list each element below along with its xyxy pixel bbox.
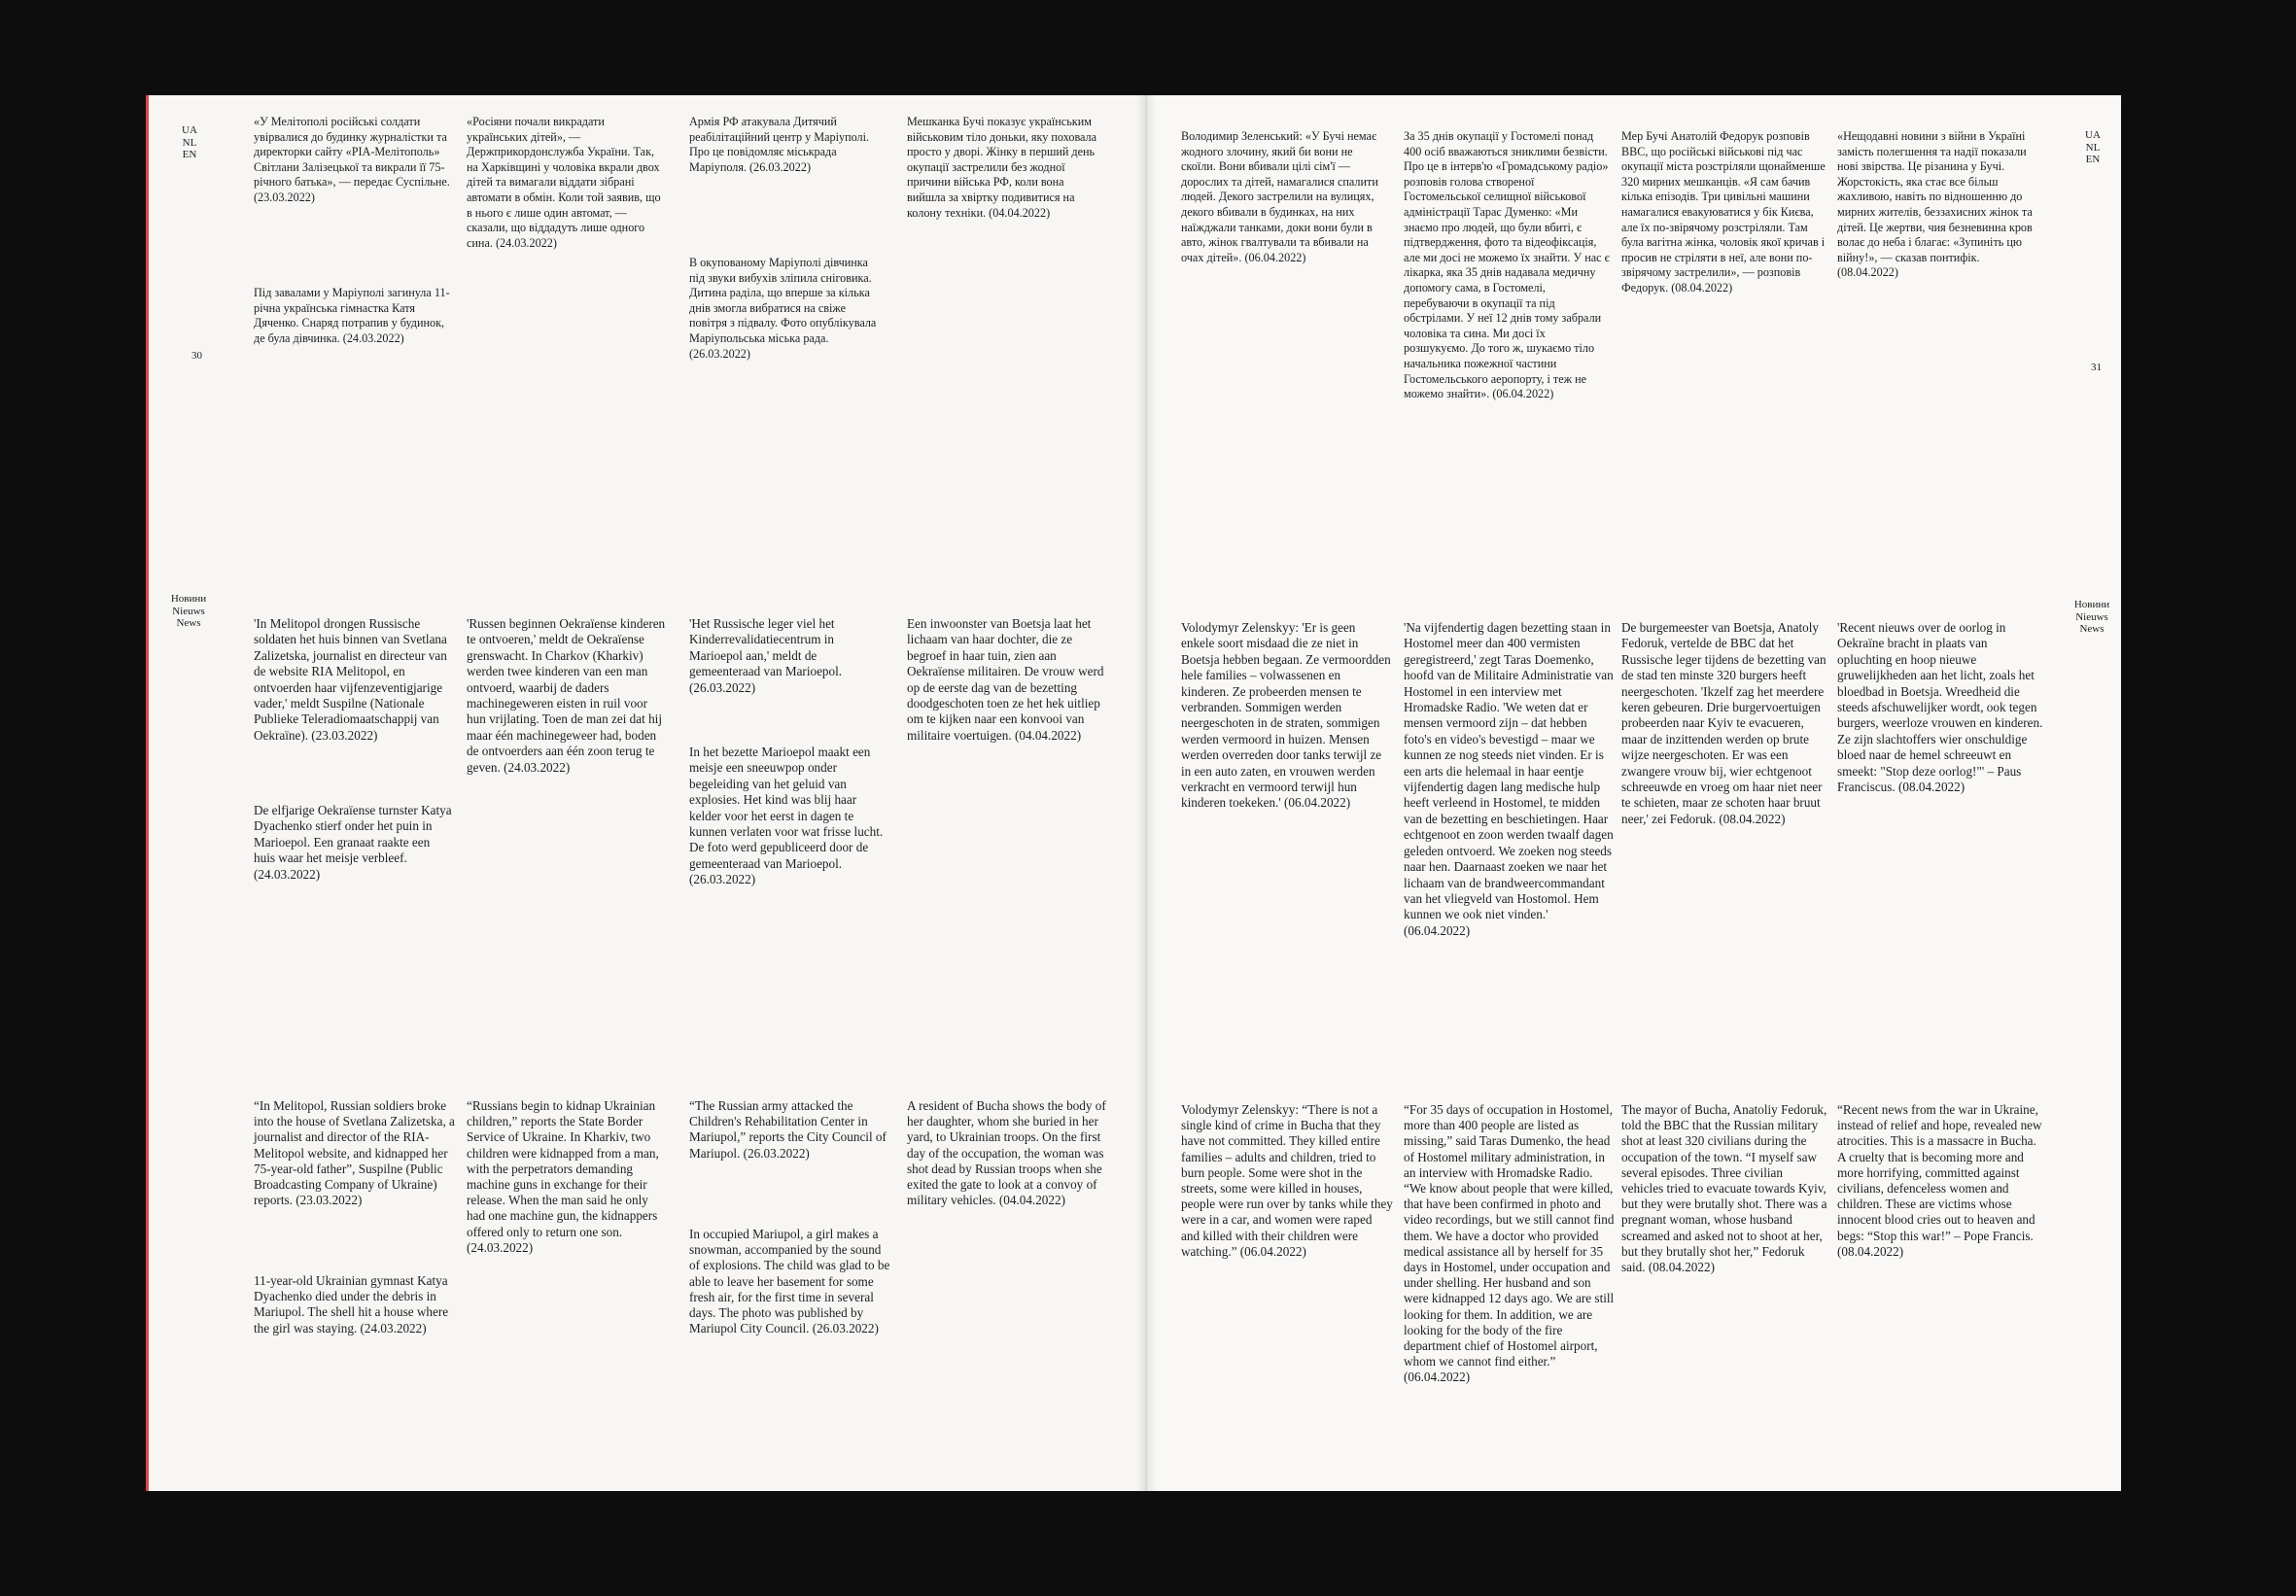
news-item-nl: Volodymyr Zelenskyy: 'Er is geen enkele soort misdaad die ze niet in Boetsja hebben begaan. Ze vermoordden hele families – volwassenen en kinderen. Ze probeerden mensen te verbranden. Sommigen werden neergeschoten in de straten, sommigen werden vermoord in huizen. Mensen werden overreden door tanks terwijl ze in een auto zaten, en vrouwen werden verkracht en vermoord terwijl hun kinderen toekeken.' (06.04.2022)	[1181, 620, 1391, 811]
news-item-ua: Мер Бучі Анатолій Федорук розповів BBC, що російські військові під час окупації міста розстріляли щонайменше 320 мирних мешканців. «Я сам бачив кілька епізодів. Три цивільні машини намагалися евакуюватися у бік Києва, але їх по-звірячому розстріляли. Там була вагітна жінка, чоловік якої кричав і просив не стріляти в неї, але вони по-звірячому застрелили», — розповів Федорук. (08.04.2022)	[1621, 129, 1826, 295]
news-item-nl: 'In Melitopol drongen Russische soldaten het huis binnen van Svetlana Zalizetska, journalist en directeur van de website RIA Melitopol, en ontvoerden haar vijfenzeventigjarige vader,' meldt Suspilne (Nationale Publieke Teleradiomaatschappij van Oekraïne). (23.03.2022)	[254, 616, 447, 743]
lang-tab-en: EN	[2085, 154, 2101, 165]
news-item-ua: Мешканка Бучі показує українським військовим тіло доньки, яку поховала просто у дворі. Жінку в перший день окупації застрелили без жодної причини війська РФ, коли вона вийшла за хвіртку подивитися на колону техніки. (04.04.2022)	[907, 115, 1097, 220]
news-item-nl: Een inwoonster van Boetsja laat het lichaam van haar dochter, die ze begroef in haar tuin, zien aan Oekraïense militairen. De vrouw werd op de eerste dag van de bezetting doodgeschoten toen ze het hek uitliep om te kijken naar een konvooi van militaire voertuigen. (04.04.2022)	[907, 616, 1104, 743]
page-number: 30	[191, 350, 202, 362]
spine-gutter	[1135, 95, 1157, 1491]
lang-tab-ua: UA	[182, 124, 197, 136]
news-item-ua: «Росіяни почали викрадати українських дітей», — Держприкордонслужба України. Так, на Харківщині у чоловіка вкрали двох дітей та вимагали віддати зібрані автомати в обмін. Коли той заявив, що в нього є лише один автомат, — сказали, що віддадуть лише одного сина. (24.03.2022)	[467, 115, 661, 250]
news-item-en: “In Melitopol, Russian soldiers broke into the house of Svetlana Zalizetska, a journalist and director of the RIA-Melitopol website, and kidnapped her 75-year-old father”, Suspilne (Public Broadcasting Company of Ukraine) reports. (23.03.2022)	[254, 1098, 455, 1208]
lang-tab-nl: NL	[2085, 141, 2101, 154]
news-item-ua: Володимир Зеленський: «У Бучі немає жодного злочину, який би вони не скоїли. Вони вбивали цілі сім'ї — дорослих та дітей, намагалися спалити людей. Декого застрелили на вулицях, декого вбивали в будинках, на них наїжджали танками, доки вони були в авто, жінок гвалтували та вбивали на очах дітей». (06.04.2022)	[1181, 129, 1378, 264]
news-item-en: “For 35 days of occupation in Hostomel, more than 400 people are listed as missing,” said Taras Dumenko, the head of Hostomel military administration, in an interview with Hromadske Radio. “We know about people that were killed, that have been confirmed in photo and video recordings, but we still cannot find them. We have a doctor who provided medical assistance all by herself for 35 days in Hostomel, under occupation and under shelling. Her husband and son were kidnapped 12 days ago. We are still looking for them. In addition, we are looking for the body of the fire department chief of Hostomel airport, whom we cannot find either.” (06.04.2022)	[1404, 1102, 1615, 1385]
right-page	[1146, 95, 2121, 1491]
section-tab-nl: Nieuws	[172, 605, 205, 617]
section-tab-nl: Nieuws	[2075, 610, 2108, 623]
news-item-nl: 'Het Russische leger viel het Kinderrevalidatiecentrum in Marioepol aan,' meldt de gemeenteraad van Marioepol. (26.03.2022)	[689, 616, 843, 695]
language-tabs	[178, 124, 201, 161]
lang-tab-nl: NL	[182, 136, 197, 149]
section-tabs	[2070, 599, 2114, 636]
news-item-ua: «У Мелітополі російські солдати увірвалися до будинку журналістки та директорки сайту «РІА-Мелітополь» Світлани Залізецької та викрали її 75-річного батька», — передає Суспільне. (23.03.2022)	[254, 115, 450, 204]
news-item-ua: Армія РФ атакувала Дитячий реабілітаційний центр у Маріуполі. Про це повідомляє міськрада Маріуполя. (26.03.2022)	[689, 115, 870, 174]
news-item-en: Volodymyr Zelenskyy: “There is not a single kind of crime in Bucha that they have not committed. They killed entire families – adults and children, tried to burn people. Some were shot in the streets, some were killed in houses, people were run over by tanks while they were in a car, and women were raped and killed with their children were watching.” (06.04.2022)	[1181, 1102, 1393, 1259]
section-tab-ua: Новини	[170, 593, 207, 605]
news-item-en: 11-year-old Ukrainian gymnast Katya Dyachenko died under the debris in Mariupol. The shell hit a house where the girl was staying. (24.03.2022)	[254, 1273, 449, 1336]
section-tabs	[166, 593, 211, 630]
news-item-nl: 'Russen beginnen Oekraïense kinderen te ontvoeren,' meldt de Oekraïense grenswacht. In Charkov (Kharkiv) werden twee kinderen van een man ontvoerd, waarbij de daders machinegeweren eisten in ruil voor hun vrijlating. Toen de man zei dat hij maar één machinegeweer had, boden de ontvoerders aan één zoon terug te geven. (24.03.2022)	[467, 616, 666, 775]
news-item-en: “The Russian army attacked the Children's Rehabilitation Center in Mariupol,” reports the City Council of Mariupol. (26.03.2022)	[689, 1098, 887, 1161]
news-item-ua: Під завалами у Маріуполі загинула 11-річна українська гімнастка Катя Дяченко. Снаряд потрапив у будинок, де була дівчинка. (24.03.2022)	[254, 286, 450, 345]
news-item-nl: 'Na vijfendertig dagen bezetting staan in Hostomel meer dan 400 vermisten geregistreerd,' zegt Taras Doemenko, hoofd van de Militaire Administratie van Hostomel in een interview met Hromadske Radio. 'We weten dat er mensen vermoord zijn – dat hebben foto's en video's bevestigd – maar we kunnen ze nog steeds niet vinden. Er is een arts die helemaal in haar eentje vijfendertig dagen lang medische hulp heeft verleend in Hostomel, te midden van de bezetting en beschietingen. Haar echtgenoot en zoon werden twaalf dagen geleden ontvoerd. We zoeken nog steeds naar hen. Daarnaast zoeken we naar het lichaam van de brandweercommandant van het vliegveld van Hostomol. Hem kunnen we ook niet vinden.' (06.04.2022)	[1404, 620, 1614, 938]
news-item-nl: De burgemeester van Boetsja, Anatoly Fedoruk, vertelde de BBC dat het Russische leger tijdens de bezetting van de stad ten minste 320 burgers heeft neergeschoten. 'Ikzelf zag het meerdere keren gebeuren. Drie burgervoertuigen probeerden naar Kyiv te evacueren, maar de inzittenden werden op brute wijze neergeschoten. Er was een zwangere vrouw bij, wier echtgenoot schreeuwde en vroeg om haar niet neer te schieten, maar ze schoten haar bruut neer,' zei Fedoruk. (08.04.2022)	[1621, 620, 1826, 826]
news-item-ua: «Нещодавні новини з війни в Україні замість полегшення та надії показали нові звірства. Це різанина у Бучі. Жорстокість, яка стає все більш жахливою, навіть по відношенню до мирних жителів, беззахисних жінок та дітей. Це жертви, чия безневинна кров волає до неба і благає: «Зупиніть цю війну!», — сказав понтифік. (08.04.2022)	[1837, 129, 2033, 280]
news-item-en: The mayor of Bucha, Anatoliy Fedoruk, told the BBC that the Russian military shot at least 320 civilians during the occupation of the town. “I myself saw several episodes. Three civilian vehicles tried to evacuate towards Kyiv, but they were brutally shot. There was a pregnant woman, whose husband screamed and asked not to shoot at her, but they brutally shot her,” Fedoruk said. (08.04.2022)	[1621, 1102, 1827, 1275]
section-tab-ua: Новини	[2073, 599, 2110, 610]
page-number: 31	[2091, 362, 2102, 373]
news-item-en: A resident of Bucha shows the body of her daughter, whom she buried in her yard, to Ukrainian troops. On the first day of the occupation, the woman was shot dead by Russian troops when she exited the gate to look at a convoy of military vehicles. (04.04.2022)	[907, 1098, 1106, 1208]
news-item-en: “Recent news from the war in Ukraine, instead of relief and hope, revealed new atrocities. This is a massacre in Bucha. A cruelty that is becoming more and more horrifying, committed against civilians, defenceless women and children. These are victims whose innocent blood cries out to heaven and begs: “Stop this war!” – Pope Francis. (08.04.2022)	[1837, 1102, 2042, 1259]
news-item-ua: За 35 днів окупації у Гостомелі понад 400 осіб вважаються зниклими безвісти. Про це в інтерв'ю «Громадському радіо» розповів голова створеної Гостомельської селищної військової адміністрації Тарас Думенко: «Ми знаємо про людей, що були вбиті, є підтвердження, фото та відеофіксація, але ми досі не можемо їх знайти. У нас є лікарка, яка 35 днів надавала медичну допомогу сама, в Гостомелі, перебуваючи в окупації та під обстрілами. У неї 12 днів тому забрали чоловіка та сина. Ми досі їх розшукуємо. До того ж, шукаємо тіло начальника пожежної частини Гостомельського аеропорту, і теж не можемо знайти». (06.04.2022)	[1404, 129, 1610, 401]
language-tabs	[2081, 129, 2105, 166]
news-item-nl: De elfjarige Oekraïense turnster Katya Dyachenko stierf onder het puin in Marioepol. Een granaat raakte een huis waar het meisje verbleef. (24.03.2022)	[254, 803, 452, 882]
news-item-nl: In het bezette Marioepol maakt een meisje een sneeuwpop onder begeleiding van het geluid van explosies. Het kind was blij haar kelder voor het eerst in dagen te kunnen verlaten voor wat frisse lucht. De foto werd gepubliceerd door de gemeenteraad van Marioepol. (26.03.2022)	[689, 745, 884, 887]
news-item-en: In occupied Mariupol, a girl makes a snowman, accompanied by the sound of explosions. The child was glad to be able to leave her basement for some fresh air, for the first time in several days. The photo was published by Mariupol City Council. (26.03.2022)	[689, 1227, 890, 1336]
news-item-ua: В окупованому Маріуполі дівчинка під звуки вибухів зліпила сніговика. Дитина раділа, що вперше за кілька днів змогла вибратися на свіже повітря з підвалу. Фото опублікувала Маріупольська міська рада. (26.03.2022)	[689, 256, 877, 361]
news-item-nl: 'Recent nieuws over de oorlog in Oekraïne bracht in plaats van opluchting en hoop nieuwe gruwelijkheden aan het licht, zoals het bloedbad in Boetsja. Wreedheid die steeds afschuwelijker wordt, ook tegen burgers, weerloze vrouwen en kinderen. Ze zijn slachtoffers wier onschuldige bloed naar de hemel schreeuwt en smeekt: "Stop deze oorlog!"' – Paus Franciscus. (08.04.2022)	[1837, 620, 2043, 795]
news-item-en: “Russians begin to kidnap Ukrainian children,” reports the State Border Service of Ukraine. In Kharkiv, two children were kidnapped from a man, with the perpetrators demanding machine guns in exchange for their release. When the man said he only had one machine gun, the kidnappers offered only to return one son. (24.03.2022)	[467, 1098, 659, 1255]
section-tab-en: News	[176, 617, 201, 629]
lang-tab-ua: UA	[2085, 129, 2101, 141]
left-page	[146, 95, 1146, 1491]
section-tab-en: News	[2079, 623, 2105, 635]
lang-tab-en: EN	[182, 149, 197, 160]
